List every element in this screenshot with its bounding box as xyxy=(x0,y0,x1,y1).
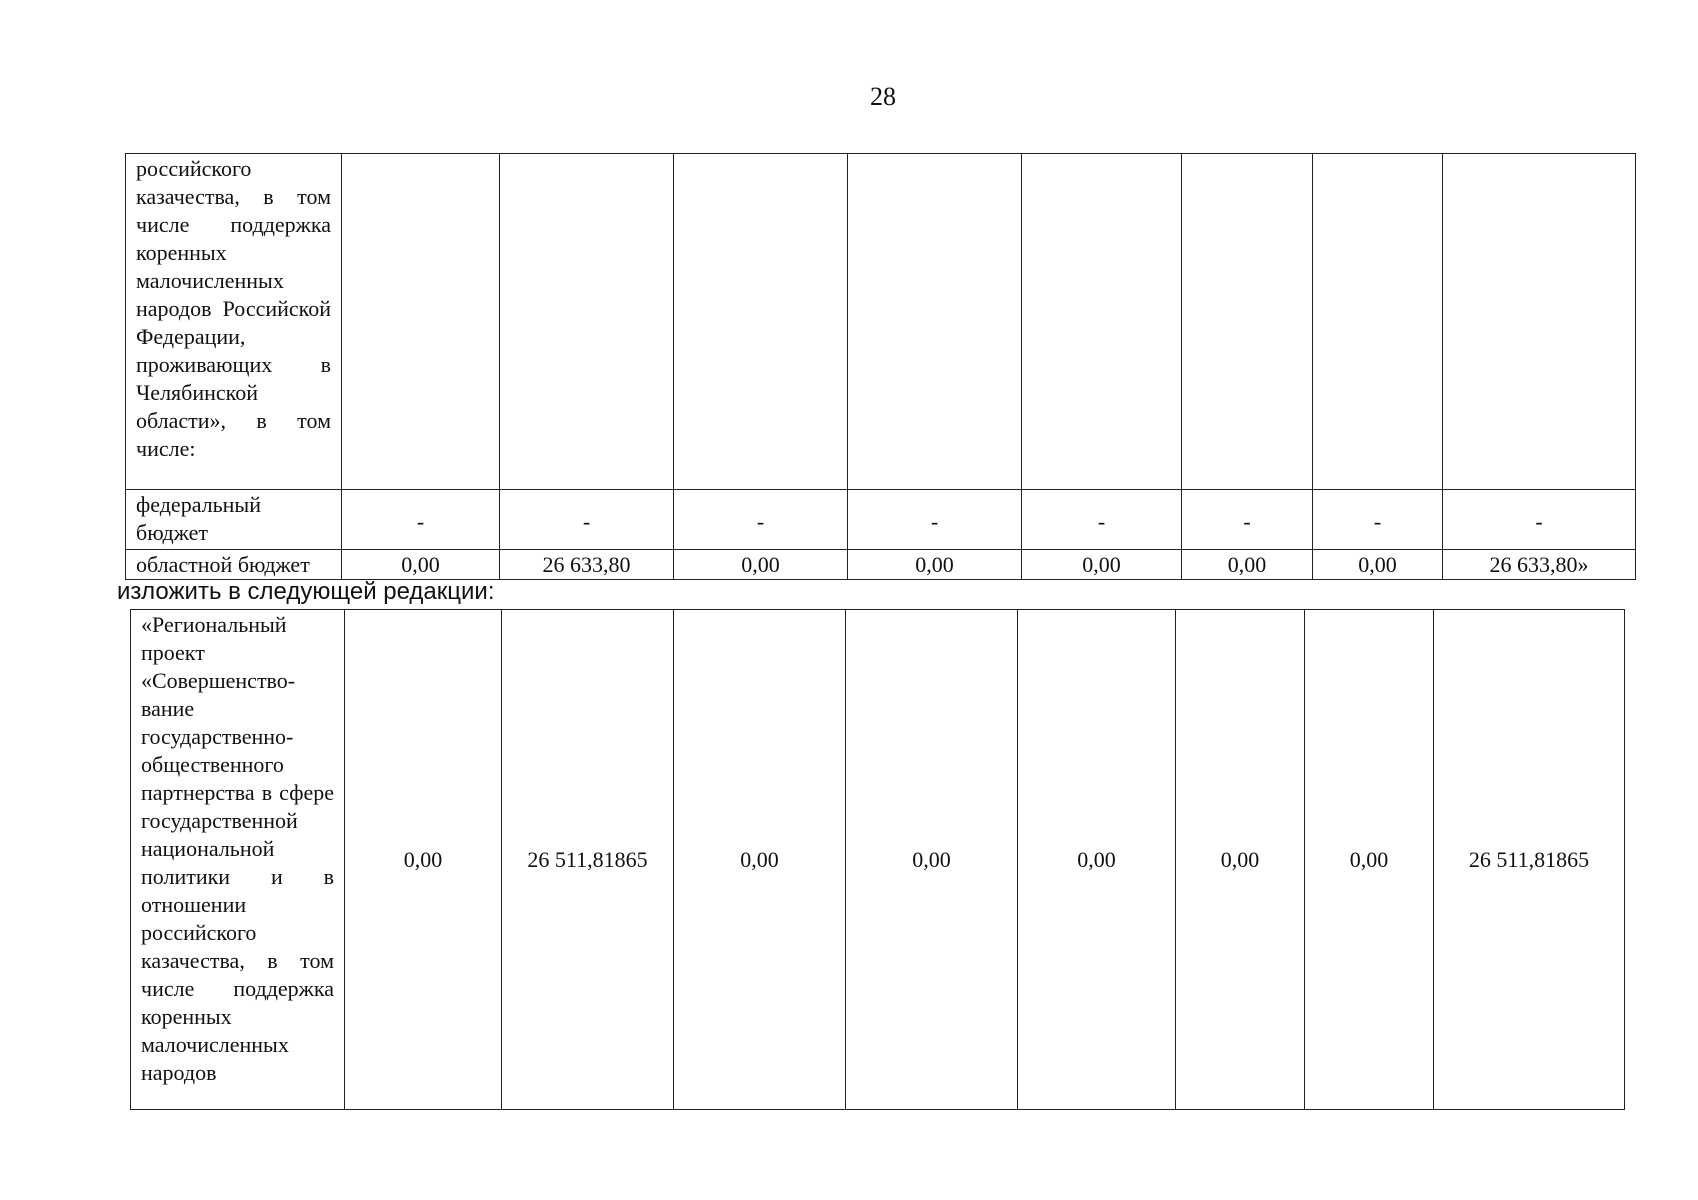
table-row-regional-budget xyxy=(126,550,1636,580)
value-cell: 0,00 xyxy=(1305,610,1434,1110)
value-cell: - xyxy=(342,490,500,550)
value-cell xyxy=(674,154,848,490)
value-cell: 0,00 xyxy=(674,610,846,1110)
value-cell: 26 511,81865 xyxy=(1434,610,1625,1110)
value-cell xyxy=(1022,154,1182,490)
value-cell: - xyxy=(848,490,1022,550)
value-cell xyxy=(1313,154,1443,490)
table-row-regional-project xyxy=(131,610,1625,1110)
row-label-regional-project: «Региональный проект «Совершенство-вание государственно-общественного партнерства в сфере государственной национальной политики и в отношении российского казачества, в том числе поддержка коренных малочисленных народов xyxy=(131,610,345,1110)
table-row-description xyxy=(126,154,1636,490)
value-cell: 26 633,80» xyxy=(1443,550,1636,580)
budget-table-new xyxy=(130,609,1625,1110)
value-cell: - xyxy=(674,490,848,550)
value-cell: - xyxy=(1022,490,1182,550)
value-cell: 0,00 xyxy=(1182,550,1313,580)
value-cell: 0,00 xyxy=(1022,550,1182,580)
value-cell: - xyxy=(1182,490,1313,550)
value-cell: 0,00 xyxy=(674,550,848,580)
value-cell: 26 633,80 xyxy=(500,550,674,580)
row-label-federal-budget: федеральный бюджет xyxy=(126,490,342,550)
value-cell: 0,00 xyxy=(1018,610,1176,1110)
value-cell xyxy=(1182,154,1313,490)
page-number: 28 xyxy=(870,82,896,111)
value-cell: 0,00 xyxy=(846,610,1018,1110)
value-cell: - xyxy=(1443,490,1636,550)
value-cell: 26 511,81865 xyxy=(502,610,674,1110)
value-cell: - xyxy=(500,490,674,550)
value-cell: - xyxy=(1313,490,1443,550)
value-cell xyxy=(848,154,1022,490)
table-row-federal-budget xyxy=(126,490,1636,550)
value-cell: 0,00 xyxy=(1313,550,1443,580)
budget-table-current xyxy=(125,153,1636,580)
value-cell xyxy=(500,154,674,490)
row-label-regional-budget: областной бюджет xyxy=(126,550,342,580)
value-cell xyxy=(342,154,500,490)
value-cell: 0,00 xyxy=(1176,610,1305,1110)
row-label-description: российского казачества, в том числе поддержка коренных малочисленных народов Российской Федерации, проживающих в Челябинской области», в том числе: xyxy=(126,154,342,490)
value-cell: 0,00 xyxy=(345,610,502,1110)
value-cell: 0,00 xyxy=(342,550,500,580)
value-cell: 0,00 xyxy=(848,550,1022,580)
instruction-text: изложить в следующей редакции: xyxy=(117,578,495,605)
value-cell xyxy=(1443,154,1636,490)
